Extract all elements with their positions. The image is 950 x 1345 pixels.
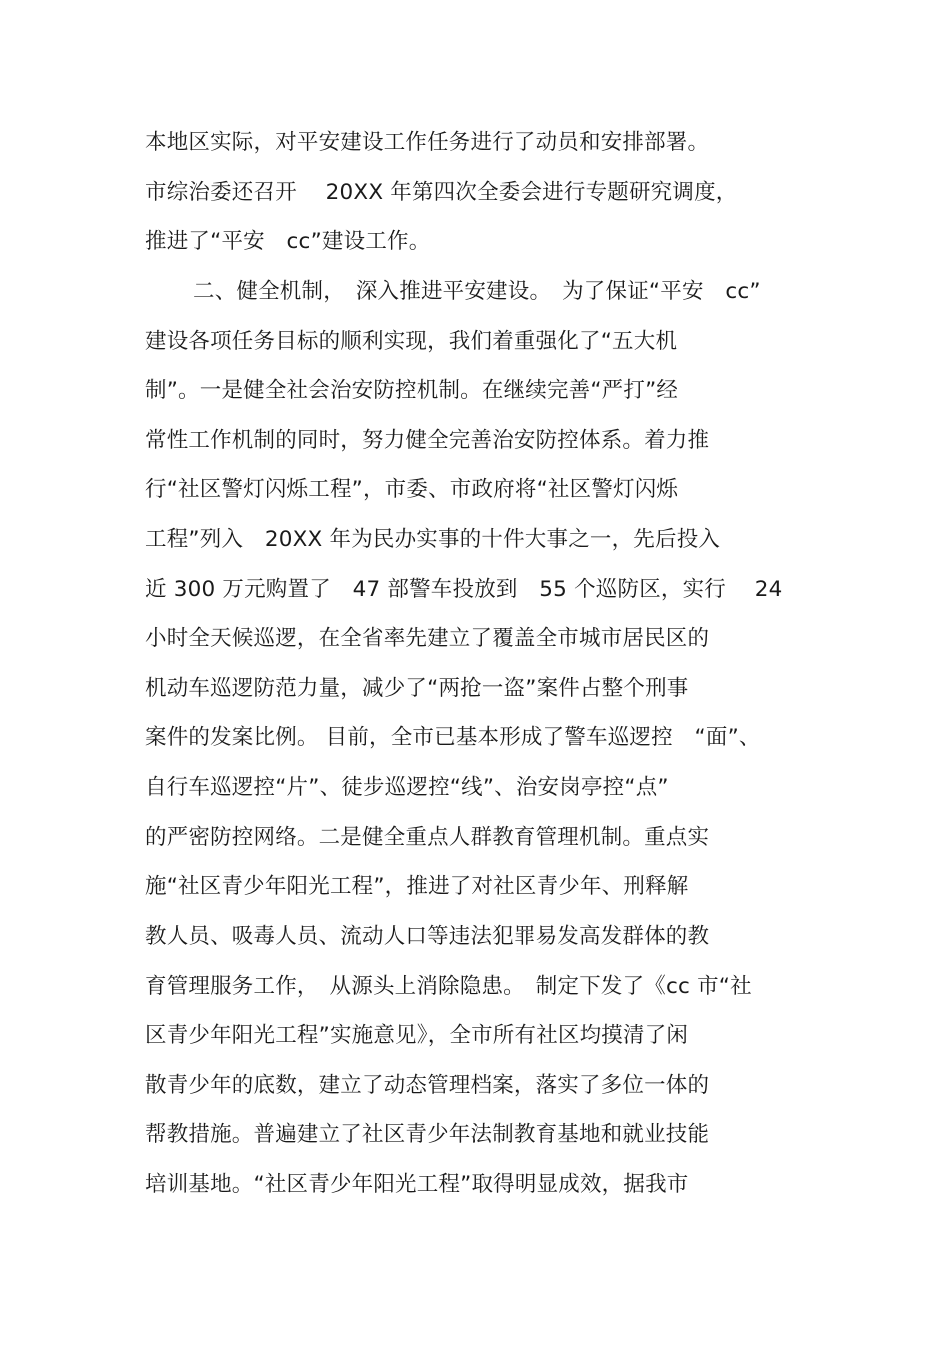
text-line: 市综治委还召开 20XX 年第四次全委会进行专题研究调度， bbox=[145, 180, 738, 205]
text-line: 区青少年阳光工程”实施意见》，全市所有社区均摸清了闲 bbox=[145, 1023, 689, 1048]
text-line: 散青少年的底数，建立了动态管理档案，落实了多位一体的 bbox=[145, 1073, 710, 1098]
text-line: 建设各项任务目标的顺利实现，我们着重强化了“五大机 bbox=[145, 329, 678, 354]
text-line: 推进了“平安 cc”建设工作。 bbox=[145, 229, 431, 254]
paragraph-start-line: 二、健全机制， 深入推进平安建设。 为了保证“平安 cc” bbox=[193, 279, 761, 304]
text-line: 的严密防控网络。二是健全重点人群教育管理机制。重点实 bbox=[145, 825, 710, 850]
text-line: 近 300 万元购置了 47 部警车投放到 55 个巡防区，实行 24 bbox=[145, 577, 783, 602]
text-line: 常性工作机制的同时，努力健全完善治安防控体系。着力推 bbox=[145, 428, 710, 453]
text-line: 工程”列入 20XX 年为民办实事的十件大事之一，先后投入 bbox=[145, 527, 721, 552]
text-line: 本地区实际，对平安建设工作任务进行了动员和安排部署。 bbox=[145, 130, 710, 155]
text-line: 小时全天候巡逻，在全省率先建立了覆盖全市城市居民区的 bbox=[145, 626, 710, 651]
text-line: 培训基地。“社区青少年阳光工程”取得明显成效，据我市 bbox=[145, 1172, 689, 1197]
text-line: 教人员、吸毒人员、流动人口等违法犯罪易发高发群体的教 bbox=[145, 924, 710, 949]
text-line: 育管理服务工作， 从源头上消除隐患。 制定下发了《cc 市“社 bbox=[145, 974, 752, 999]
text-line: 制”。一是健全社会治安防控机制。在继续完善“严打”经 bbox=[145, 378, 679, 403]
text-line: 帮教措施。普遍建立了社区青少年法制教育基地和就业技能 bbox=[145, 1122, 710, 1147]
text-line: 机动车巡逻防范力量，减少了“两抢一盗”案件占整个刑事 bbox=[145, 676, 689, 701]
text-line: 施“社区青少年阳光工程”，推进了对社区青少年、刑释解 bbox=[145, 874, 689, 899]
text-line: 自行车巡逻控“片”、徒步巡逻控“线”、治安岗亭控“点” bbox=[145, 775, 669, 800]
text-line: 案件的发案比例。 目前，全市已基本形成了警车巡逻控 “面”、 bbox=[145, 725, 761, 750]
text-line: 行“社区警灯闪烁工程”，市委、市政府将“社区警灯闪烁 bbox=[145, 477, 679, 502]
